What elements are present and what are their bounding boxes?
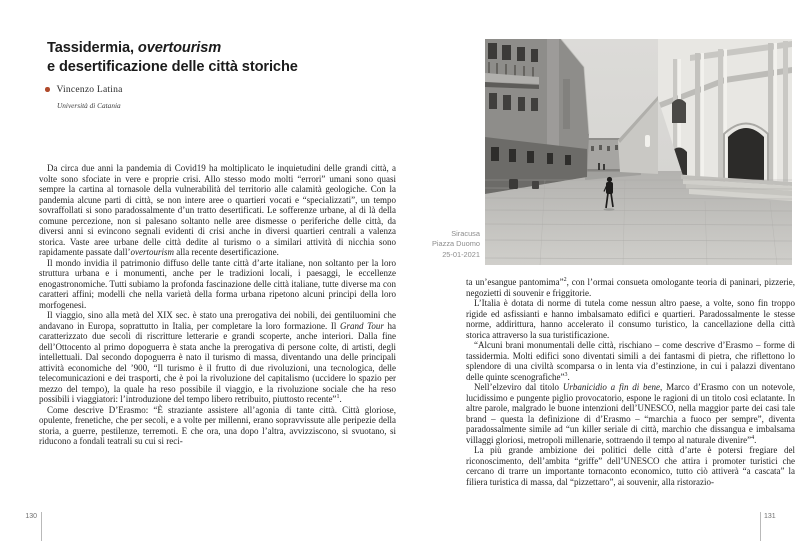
title-regular-text: Tassidermia, (47, 40, 138, 56)
left-palazzo (485, 39, 590, 195)
title-italic-word: overtourism (137, 40, 222, 56)
piazza-duomo-photo (485, 39, 792, 265)
paragraph: “Alcuni brani monumentali delle città, rischiano – come descrive d’Erasmo – forme di tassidermia. Molti edifici sono diventati simili a dei fantasmi di pietra, che riflettono lo splendore di una civiltà scomparsa o in lenta via d’estinzione, in cui i palazzi diventano delle quinte scenografiche”$^3$. (466, 340, 795, 382)
caption-line-date: 25-01-2021 (442, 249, 480, 259)
page-number-left: 130 (25, 513, 37, 520)
article-title (47, 39, 387, 76)
paragraph: La più grande ambizione dei politici delle città d’arte è potersi fregiare del riconoscimento, dell’ambita “griffe” dell’UNESCO che attira i promoter turistici che cercano di trarre un importante tornaconto economico, tutto ciò attiverà “a cascata” la filiera turistica di massa, dal “pizzettaro”, ai souvenir, alla ristorazio- (466, 445, 795, 487)
paragraph: L’Italia è dotata di norme di tutela come nessun altro paese, a volte, sono fin troppo rigide ed asfissianti e hanno imbalsamato edifici e quartieri. Paradossalmente le stesse norme, addirittura, hanno accelerato il consumo turistico, la cancellazione della città storica attraverso la sua turistificazione. (466, 298, 795, 340)
body-column-right (466, 277, 795, 487)
piazza-photo-illustration (485, 39, 792, 265)
title-line1 (47, 39, 387, 58)
paragraph: ta un’esangue pantomima”$^2$, con l’ormai consueta omologante teoria di paninari, pizzerie, negozietti di souvenir e friggitorie. (466, 277, 795, 298)
grated-window (672, 99, 686, 123)
author-affiliation: Università di Catania (57, 101, 121, 110)
folio-rule-left (41, 512, 42, 541)
street-bin (509, 179, 518, 189)
caption-line-square: Piazza Duomo (431, 239, 480, 249)
main-portal (728, 128, 764, 184)
photo-caption (360, 229, 480, 260)
page-number-right: 131 (764, 513, 776, 520)
paragraph: Nell’elzeviro dal titolo Urbanicidio a fin di bene, Marco d’Erasmo con un notevole, lucidissimo e pungente piglio provocatorio, espone le ragioni di un titolo così eclatante. In altre parole, malgrado le buone intenzioni dell’UNESCO, nella maggior parte dei casi tale brand – questa la definizione di d’Erasmo – “marchia a fuoco per sempre”, diventa paradossalmente simile ad “un killer seriale di città, marchio che dissangua e imbalsama villaggi gloriosi, metropoli millenarie, sottraendo il tempo al naturale divenire”$^4$. (466, 382, 795, 445)
paragraph: Come descrive D’Erasmo: “È straziante assistere all’agonia di tante città. Città gloriose, opulente, frenetiche, che per secoli, e a volte per millenni, erano sopravvissute alle peripezie della storia, a guerre, pestilenze, terremoti. E che ora, una dopo l’altra, avvizziscono, si svuotano, si riducono a fondali teatrali su cui si reci- (39, 404, 396, 446)
paragraph: Da circa due anni la pandemia di Covid19 ha moltiplicato le inquietudini delle grandi città, a volte sono sfociate in vere e proprie crisi. Allo stesso modo molti “errori” umani sono quasi sempre la cartina al tornasole della vulnerabilità del territorio alle calamità geologiche. Con la pandemia alcune parti di città, se non intere aree o quartieri vocati e “specializzati”, un tempo sovraffollati si sono paradossalmente d’un tratto desertificati. Le sofferenze urbane, al di là della comune percezione, non si palesano soltanto nelle aree dismesse o periferiche delle città, da diversi anni si evincono segnali evidenti di crisi anche in diversi quartieri centrali a valenza storica. Vaste aree urbane delle città dedite al turismo o a similari attività di nicchia sono rapidamente passate dall’overtourism alla recente desertificazione. (39, 163, 396, 257)
street-bin-2 (532, 181, 539, 189)
author-row (45, 84, 123, 95)
author-bullet-icon (45, 87, 50, 92)
title-line2: e desertificazione delle città storiche (47, 58, 298, 75)
caption-line-place: Siracusa (451, 229, 480, 238)
body-column-left (39, 163, 396, 447)
paragraph: Il mondo invidia il patrimonio diffuso delle tante città d’arte italiane, non soltanto per la loro struttura urbana e i monumenti, anche per le tradizioni locali, i paesaggi, le eccellenze enogastronomiche. Tutti subiamo la profonda fascinazione delle città italiane, tutte diverse ma con caratteri affini; modelli che nella varietà della forma urbana ripetono alcuni principi della loro morfogenesi. (39, 257, 396, 310)
folio-rule-right (760, 512, 761, 541)
paragraph: Il viaggio, sino alla metà del XIX sec. è stato una prerogativa dei nobili, dei gentiluomini che andavano in Europa, soprattutto in Italia, per completare la loro formazione. Il Grand Tour ha caratterizzato due secoli di riscritture letterarie e grandi scoperte, anche interiori. Dalla fine dell’Ottocento al primo dopoguerra è stata anche la prerogativa di persone colte, di artisti, degli intellettuali. Dal secondo dopoguerra è nato il turismo di massa, diventando una delle principali attività economiche del ’900, “Il turismo è il frutto di due rivoluzioni, una tecnologica, delle telecomunicazioni e dei trasporti, che è poi la rivoluzione del capitalismo (uccidere lo spazio per mezzo del tempo), la quale ha reso possibile il viaggio, e la rivoluzione sociale che ha reso possibili i viaggiatori: l’introduzione del tempo libero retribuito, piuttosto recente”$^1$. (39, 310, 396, 404)
author-name: Vincenzo Latina (56, 84, 123, 95)
